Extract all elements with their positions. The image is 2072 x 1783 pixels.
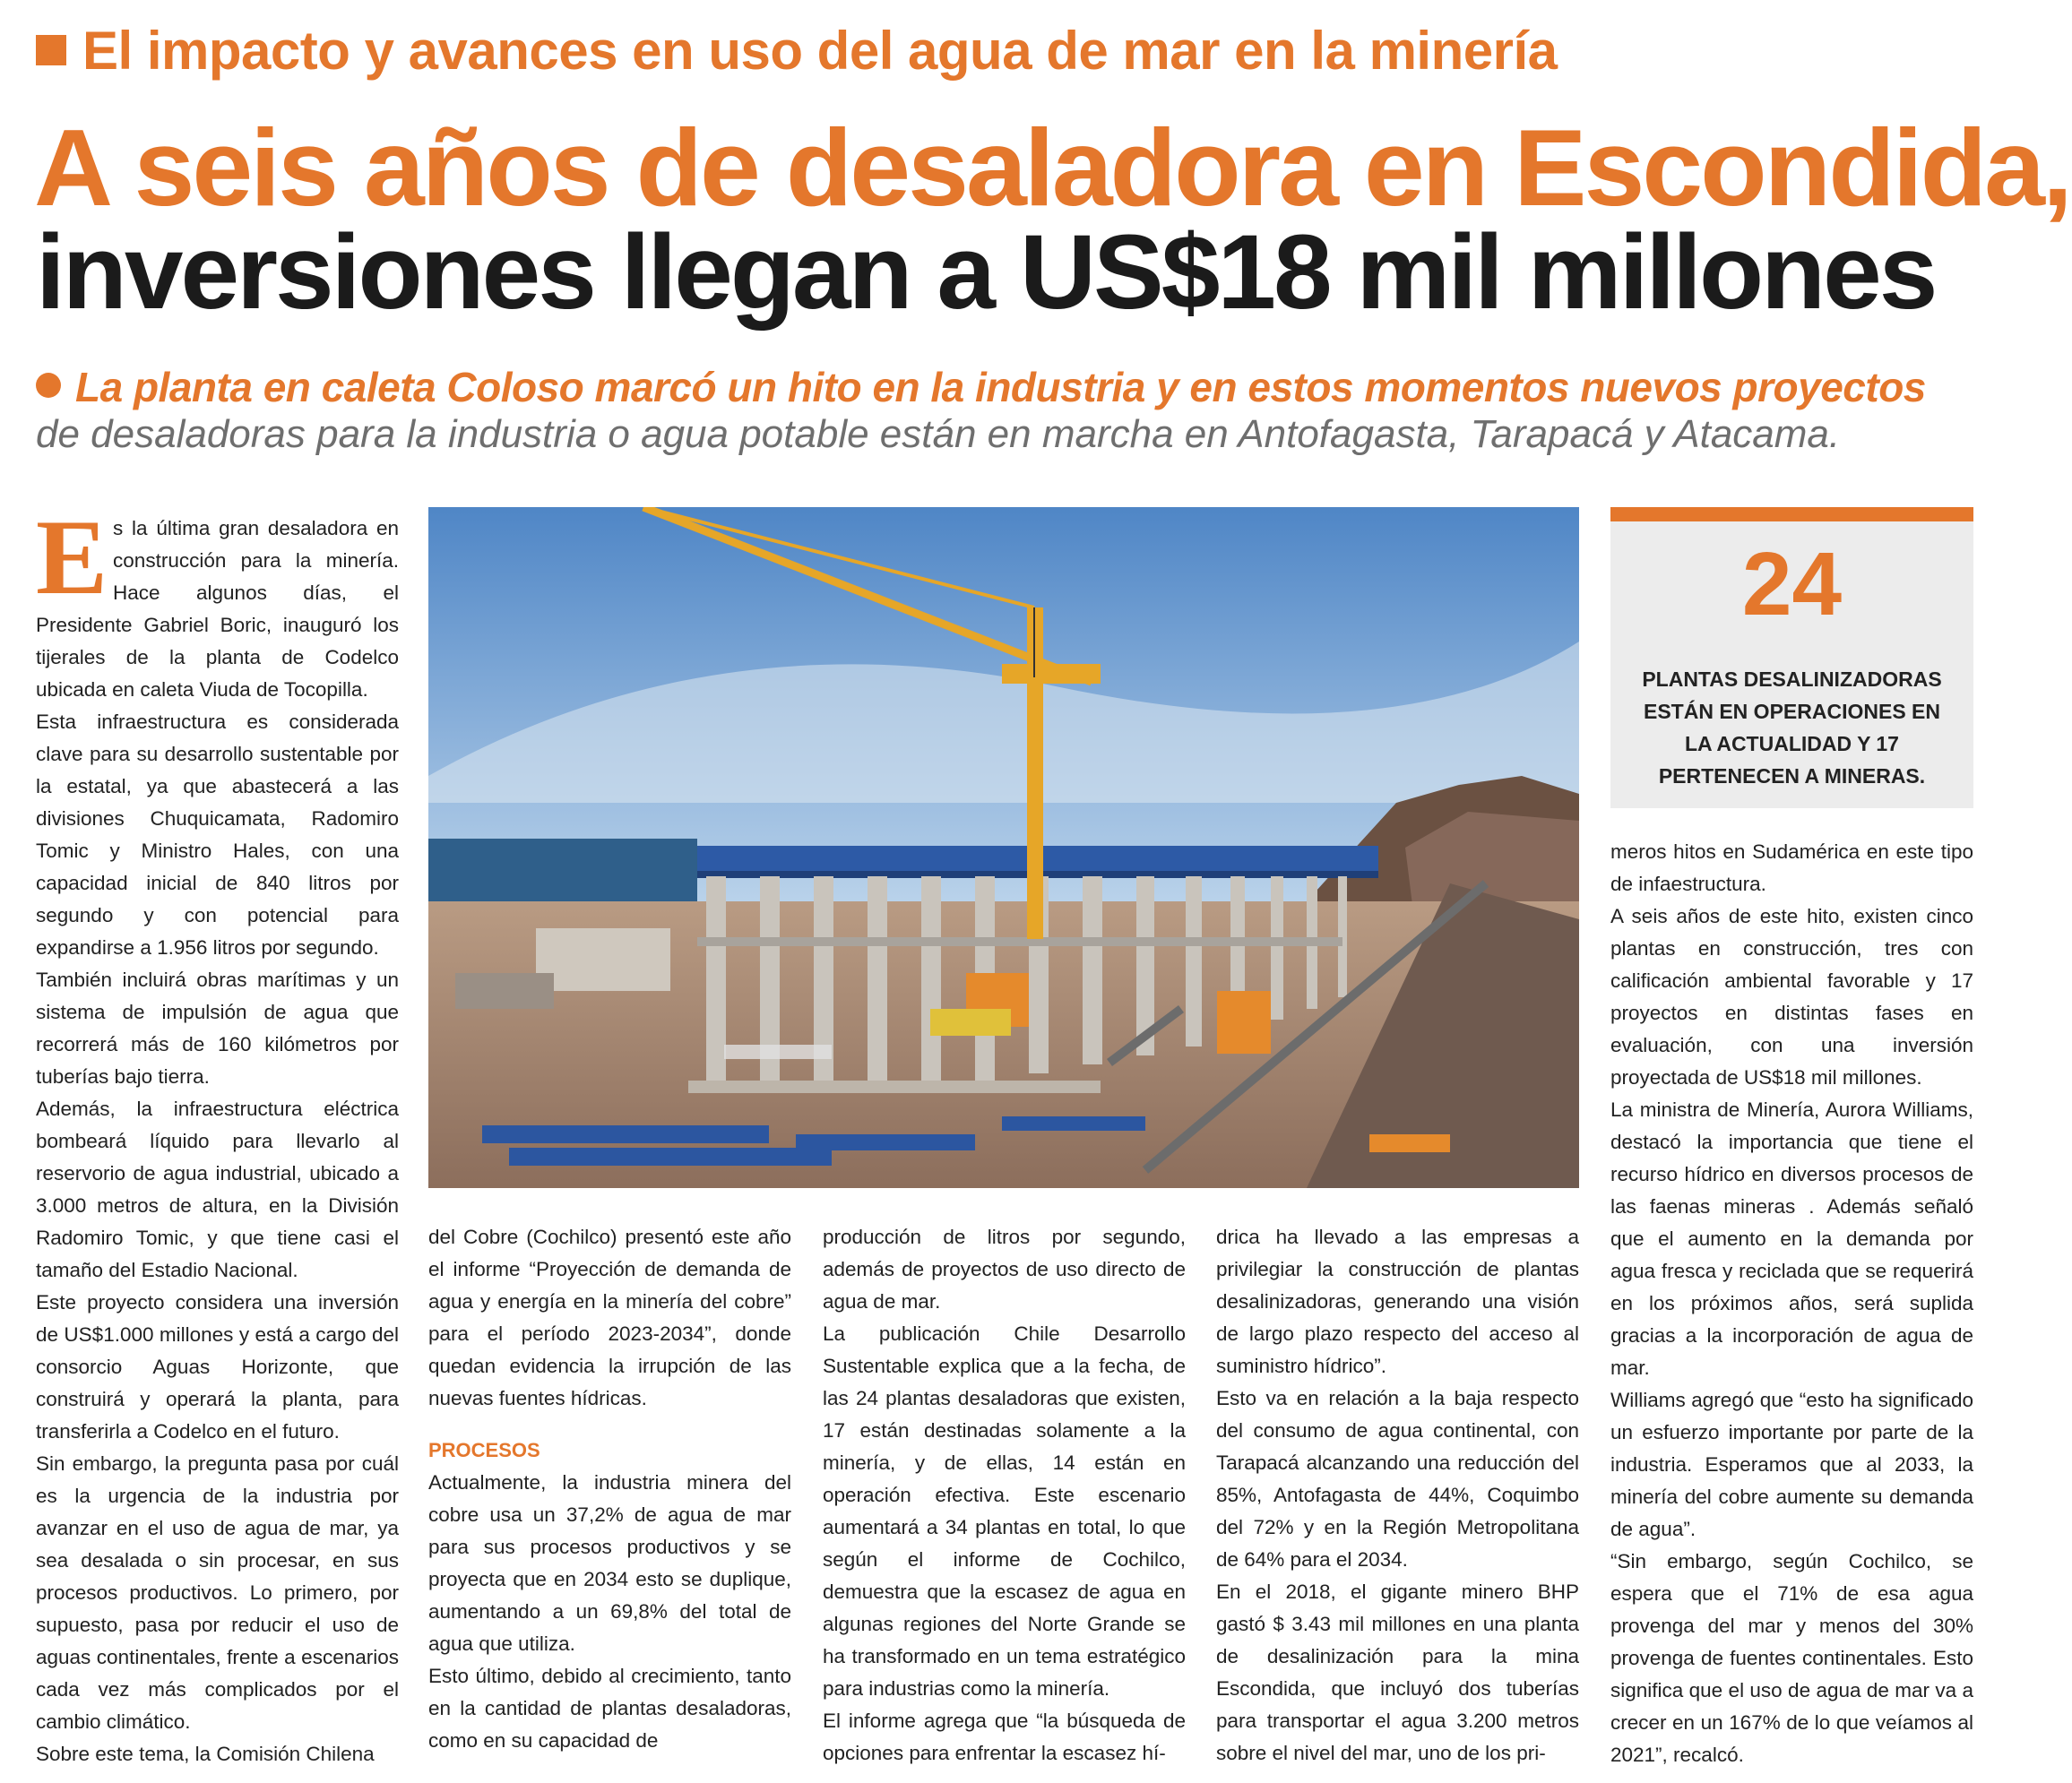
article-column-2 [428, 1221, 791, 1757]
deck-line-2: de desaladoras para la industria o agua potable están en marcha en Antofagasta, Tarapacá y Atacama. [36, 412, 1841, 456]
paragraph: Este proyecto considera una inversión de US$1.000 millones y está a cargo del consorcio Aguas Horizonte, que construirá y operará la planta, para transferirla a Codelco en el futuro. [36, 1291, 399, 1443]
kicker-text: El impacto y avances en uso del agua de mar en la minería [82, 21, 1558, 81]
paragraph: La publicación Chile Desarrollo Sustentable explica que a la fecha, de las 24 plantas desaladoras que existen, 17 están destinadas solamente a la minería, y de ellas, 14 están en operación efectiva. Este escenario aumentará a 34 plantas en total, lo que según el informe de Cochilco, demuestra que la escasez de agua en algunas regiones del Norte Grande se ha transformado en un tema estratégico para industrias como la minería. [823, 1322, 1186, 1700]
paragraph: El informe agrega que “la búsqueda de opciones para enfrentar la escasez hí- [823, 1710, 1186, 1764]
paragraph: Sobre este tema, la Comisión Chilena [36, 1743, 375, 1765]
article-column-1 [36, 497, 399, 1770]
deck-line-1 [36, 363, 1926, 411]
paragraph: A seis años de este hito, existen cinco plantas en construcción, tres con calificación ambiental favorable y 17 proyectos en distintas fases en evaluación, con una inversión proyectada de US$18 mil millones. [1610, 905, 1973, 1089]
construction-site-photo [428, 507, 1579, 1188]
paragraph: drica ha llevado a las empresas a privilegiar la construcción de plantas desalinizadoras, generando una visión de largo plazo respecto del acceso al suministro hídrico”. [1216, 1226, 1579, 1377]
paragraph: Además, la infraestructura eléctrica bombeará líquido para llevarlo al reservorio de agua industrial, ubicado a 3.000 metros de altura, en la División Radomiro Tomic, y que tiene casi el tamaño del Estadio Nacional. [36, 1098, 399, 1281]
paragraph: Esto último, debido al crecimiento, tanto en la cantidad de plantas desaladoras, como en su capacidad de [428, 1665, 791, 1752]
paragraph: Esta infraestructura es considerada clave para su desarrollo sustentable por la estatal, ya que abastecerá a las divisiones Chuquicamata, Radomiro Tomic y Ministro Hales, con una capacidad inicial de 840 litros por segundo y con potencial para expandirse a 1.956 litros por segundo. [36, 711, 399, 959]
paragraph: producción de litros por segundo, además de proyectos de uso directo de agua de mar. [823, 1226, 1186, 1313]
paragraph: Esto va en relación a la baja respecto del consumo de agua continental, con Tarapacá alcanzando una reducción del 85%, Antofagasta de 44%, Coquimbo del 72% y en la Región Metropolitana de 64% para el 2034. [1216, 1387, 1579, 1571]
paragraph: Sin embargo, la pregunta pasa por cuál es la urgencia de la industria por avanzar en el uso de agua de mar, ya sea desalada o sin procesar, en sus procesos productivos. Lo primero, por supuesto, pasa por reducir el uso de aguas continentales, frente a escenarios cada vez más complicados por el cambio climático. [36, 1452, 399, 1733]
paragraph: “Sin embargo, según Cochilco, se espera que el 71% de esa agua provenga del mar y menos del 30% provenga de fuentes continentales. Esto significa que el uso de agua de mar va a crecer en un 167% de lo que veíamos al 2021”, recalcó. [1610, 1550, 1973, 1766]
article-column-3 [823, 1221, 1186, 1770]
article-column-4 [1216, 1221, 1579, 1770]
paragraph: s la última gran desaladora en construcción para la minería. Hace algunos días, el Presidente Gabriel Boric, inauguró los tijerales de la planta de Codelco ubicada en caleta Viuda de Tocopilla. [36, 517, 399, 701]
deck-line-1-text: La planta en caleta Coloso marcó un hito en la industria y en estos momentos nuevos proyectos [75, 364, 1926, 410]
square-bullet-icon [36, 35, 66, 65]
stat-infobox [1610, 507, 1973, 808]
headline-line-2: inversiones llegan a US$18 mil millones [36, 213, 1936, 332]
paragraph: del Cobre (Cochilco) presentó este año el informe “Proyección de demanda de agua y energía en la minería del cobre” para el período 2023-2034”, donde quedan evidencia la irrupción de las nuevas fuentes hídricas. [428, 1226, 791, 1409]
round-bullet-icon [36, 373, 61, 398]
paragraph: En el 2018, el gigante minero BHP gastó $ 3.43 mil millones en una planta de desalinización para la mina Escondida, que incluyó dos tuberías para transportar el agua 3.200 metros sobre el nivel del mar, uno de los pri- [1216, 1581, 1579, 1764]
drop-cap: E [36, 497, 108, 616]
paragraph: Actualmente, la industria minera del cobre usa un 37,2% de agua de mar para sus procesos productivos y se proyecta que en 2034 esto se duplique, aumentando a un 69,8% del total de agua que utiliza. [428, 1471, 791, 1655]
paragraph: También incluirá obras marítimas y un sistema de impulsión de agua que recorrerá más de 160 kilómetros por tuberías bajo tierra. [36, 969, 399, 1088]
paragraph: La ministra de Minería, Aurora Williams, destacó la importancia que tiene el recurso hídrico en diversos procesos de las faenas mineras . Además señaló que el aumento en la demanda por agua fresca y reciclada que se requerirá en los próximos años, será suplida gracias a la incorporación de agua de mar. [1610, 1098, 1973, 1379]
article-column-5 [1610, 836, 1973, 1771]
section-kicker [36, 20, 1558, 82]
paragraph: Williams agregó que “esto ha significado un esfuerzo importante por parte de la industria. Esperamos que al 2033, la minería del cobre aumente su demanda de agua”. [1610, 1389, 1973, 1540]
headline-line-1: A seis años de desaladora en Escondida, [34, 107, 2070, 228]
stat-number: 24 [1741, 534, 1843, 634]
stat-description: PLANTAS DESALINIZADORAS ESTÁN EN OPERACIONES EN LA ACTUALIDAD Y 17 PERTENECEN A MINERAS. [1642, 668, 1942, 788]
section-subhead: PROCESOS [428, 1439, 540, 1461]
paragraph: meros hitos en Sudamérica en este tipo de infaestructura. [1610, 840, 1973, 895]
